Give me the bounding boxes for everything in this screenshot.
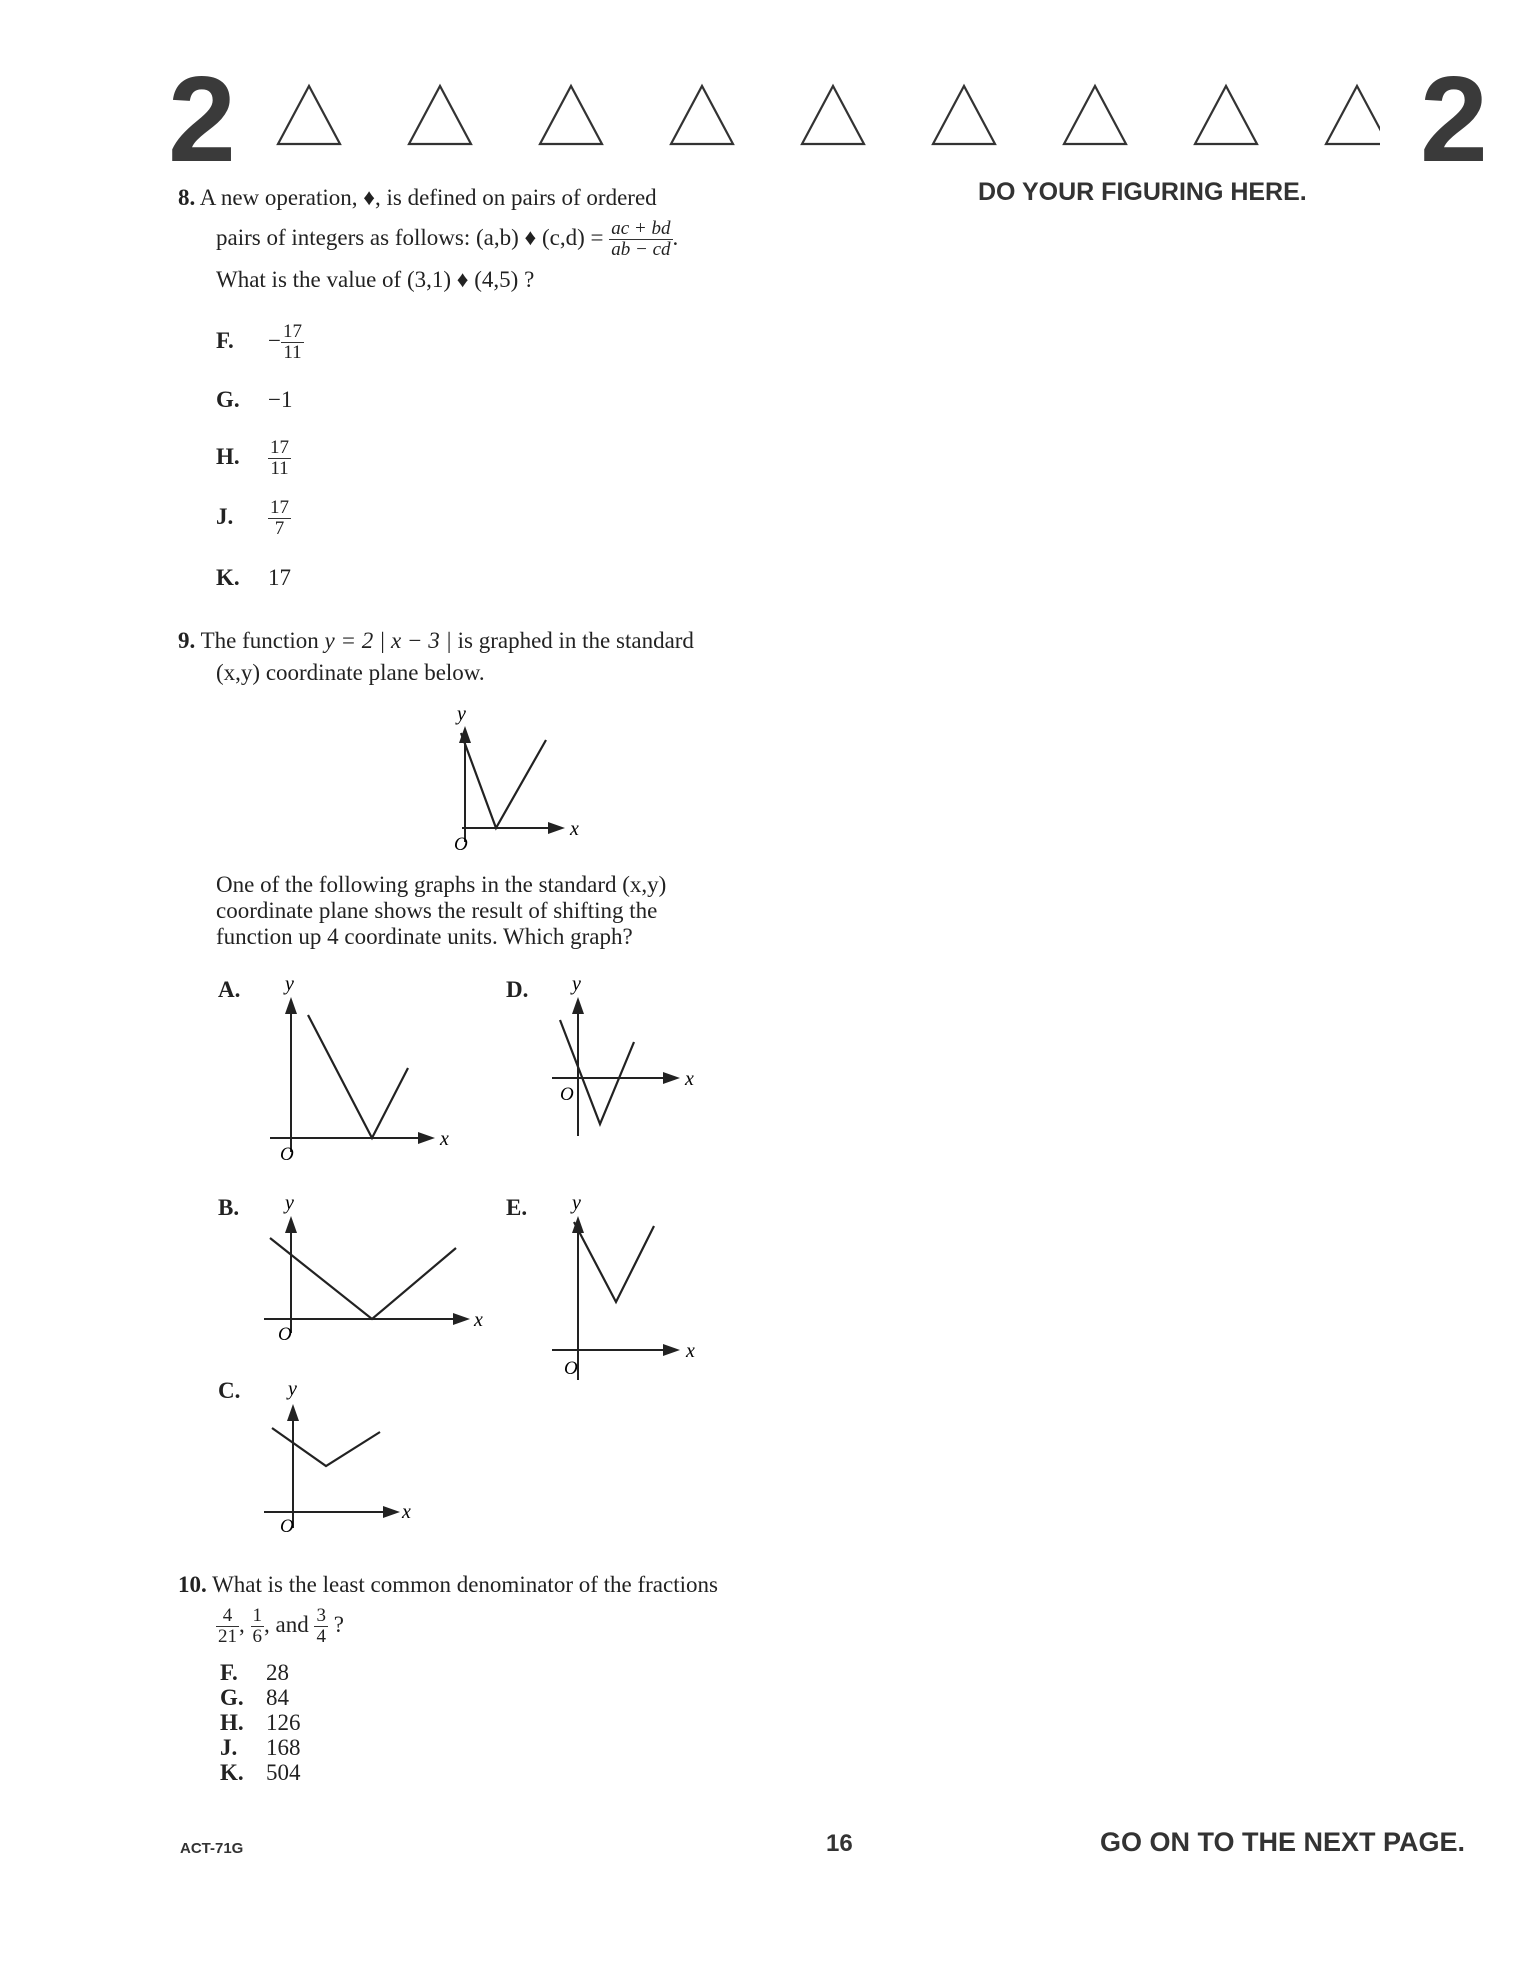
triangle-icon bbox=[540, 86, 602, 144]
q10-choice-g[interactable]: G. 84 bbox=[220, 1685, 289, 1710]
q9-choice-b-label[interactable]: B. bbox=[218, 1195, 240, 1220]
q8-choice-h[interactable]: H. $\frac{17}{11}$ bbox=[216, 437, 289, 479]
figuring-note: DO YOUR FIGURING HERE. bbox=[978, 178, 1307, 206]
q9-equation: y = 2 | x − 3 | bbox=[324, 628, 452, 653]
q8-choice-j[interactable]: J. $\frac{17}{7}$ bbox=[216, 497, 289, 539]
svg-text:y: y bbox=[285, 1192, 294, 1214]
svg-text:O: O bbox=[560, 1084, 574, 1105]
q9-instructions: One of the following graphs in the standard (x,y) coordinate plane shows the result of shifting the function up 4 coordinate units. Which graph? bbox=[216, 872, 667, 949]
q10-choice-k[interactable]: K. 504 bbox=[220, 1760, 301, 1785]
triangle-icon bbox=[278, 86, 340, 144]
svg-text:O: O bbox=[280, 1144, 294, 1165]
next-page-note: GO ON TO THE NEXT PAGE. bbox=[1100, 1827, 1466, 1857]
q9-graph-b[interactable] bbox=[250, 1188, 500, 1358]
q10-choices bbox=[220, 1660, 301, 1785]
svg-text:x: x bbox=[685, 1068, 694, 1090]
q9-choice-d-label[interactable]: D. bbox=[506, 977, 529, 1002]
q8-line3: What is the value of (3,1) ♦ (4,5) ? bbox=[216, 267, 535, 293]
q9-choice-e-label[interactable]: E. bbox=[506, 1195, 528, 1220]
q10-choice-h[interactable]: H. 126 bbox=[220, 1710, 301, 1735]
q8-choice-k[interactable]: K. 17 bbox=[216, 565, 291, 590]
svg-text:O: O bbox=[280, 1516, 294, 1537]
q8-line2: pairs of integers as follows: (a,b) ♦ (c,d) = bbox=[216, 225, 604, 250]
page-number: 16 bbox=[826, 1830, 853, 1857]
triangle-icon bbox=[933, 86, 995, 144]
triangle-icon bbox=[409, 86, 471, 144]
svg-text:x: x bbox=[686, 1340, 695, 1362]
q9-graph-d[interactable] bbox=[540, 970, 740, 1150]
triangle-icon bbox=[802, 86, 864, 144]
q9-main-graph bbox=[420, 700, 620, 860]
svg-text:y: y bbox=[572, 1192, 581, 1214]
q9-choice-a-label[interactable]: A. bbox=[218, 977, 241, 1002]
q9-choice-c-label[interactable]: C. bbox=[218, 1378, 241, 1403]
section-number-right: 2 bbox=[1420, 51, 1488, 187]
svg-text:x: x bbox=[402, 1501, 411, 1523]
origin-label: O bbox=[454, 834, 468, 855]
q10-choice-j[interactable]: J. 168 bbox=[220, 1735, 301, 1760]
q9-graph-c[interactable] bbox=[250, 1370, 450, 1540]
svg-text:O: O bbox=[564, 1358, 578, 1379]
triangle-icon bbox=[1326, 86, 1380, 144]
test-code: ACT-71G bbox=[180, 1840, 244, 1857]
question-10: 10. What is the least common denominator of the fractions $\frac{4}{21}$ , $\frac{1}{6}$ , and $\frac{3}{4}$ ? bbox=[178, 1570, 858, 1647]
svg-text:x: x bbox=[474, 1309, 483, 1331]
question-9: 9. The function y = 2 | x − 3 | is graphed in the standard (x,y) coordinate plane below. bbox=[178, 628, 694, 685]
question-number: 8. bbox=[178, 185, 196, 210]
x-axis-label: x bbox=[570, 818, 579, 840]
svg-text:y: y bbox=[288, 1378, 297, 1400]
svg-text:y: y bbox=[285, 973, 294, 995]
q8-choice-f[interactable]: F. − $\frac{17}{11}$ bbox=[216, 321, 302, 363]
q9-graph-a[interactable] bbox=[250, 970, 450, 1170]
q10-fractions: $\frac{4}{21}$ , $\frac{1}{6}$ , and $\frac{3}{4}$ ? bbox=[218, 1605, 344, 1647]
svg-text:y: y bbox=[572, 973, 581, 995]
svg-text:O: O bbox=[278, 1324, 292, 1345]
q8-definition-fraction: $\frac{ac + bd}{ab - cd}$ bbox=[611, 218, 671, 261]
section-number-left: 2 bbox=[168, 51, 236, 187]
triangle-icon bbox=[671, 86, 733, 144]
question-8: 8. A new operation, ♦, is defined on pairs of ordered pairs of integers as follows: (a,b) ♦ (c,d) = $\frac{ac + bd}{ab - cd}$ . What is the value of (3,1) ♦ (4,5) ? bbox=[178, 178, 818, 300]
y-axis-label: y bbox=[457, 703, 466, 725]
q10-choice-f[interactable]: F. 28 bbox=[220, 1660, 289, 1685]
triangle-row bbox=[270, 82, 1380, 152]
q9-graph-e[interactable] bbox=[540, 1188, 740, 1388]
q8-line1: A new operation, ♦, is defined on pairs of ordered bbox=[199, 185, 657, 210]
svg-text:x: x bbox=[440, 1128, 449, 1150]
triangle-icon bbox=[1195, 86, 1257, 144]
q8-choice-g[interactable]: G. −1 bbox=[216, 387, 293, 412]
triangle-icon bbox=[1064, 86, 1126, 144]
